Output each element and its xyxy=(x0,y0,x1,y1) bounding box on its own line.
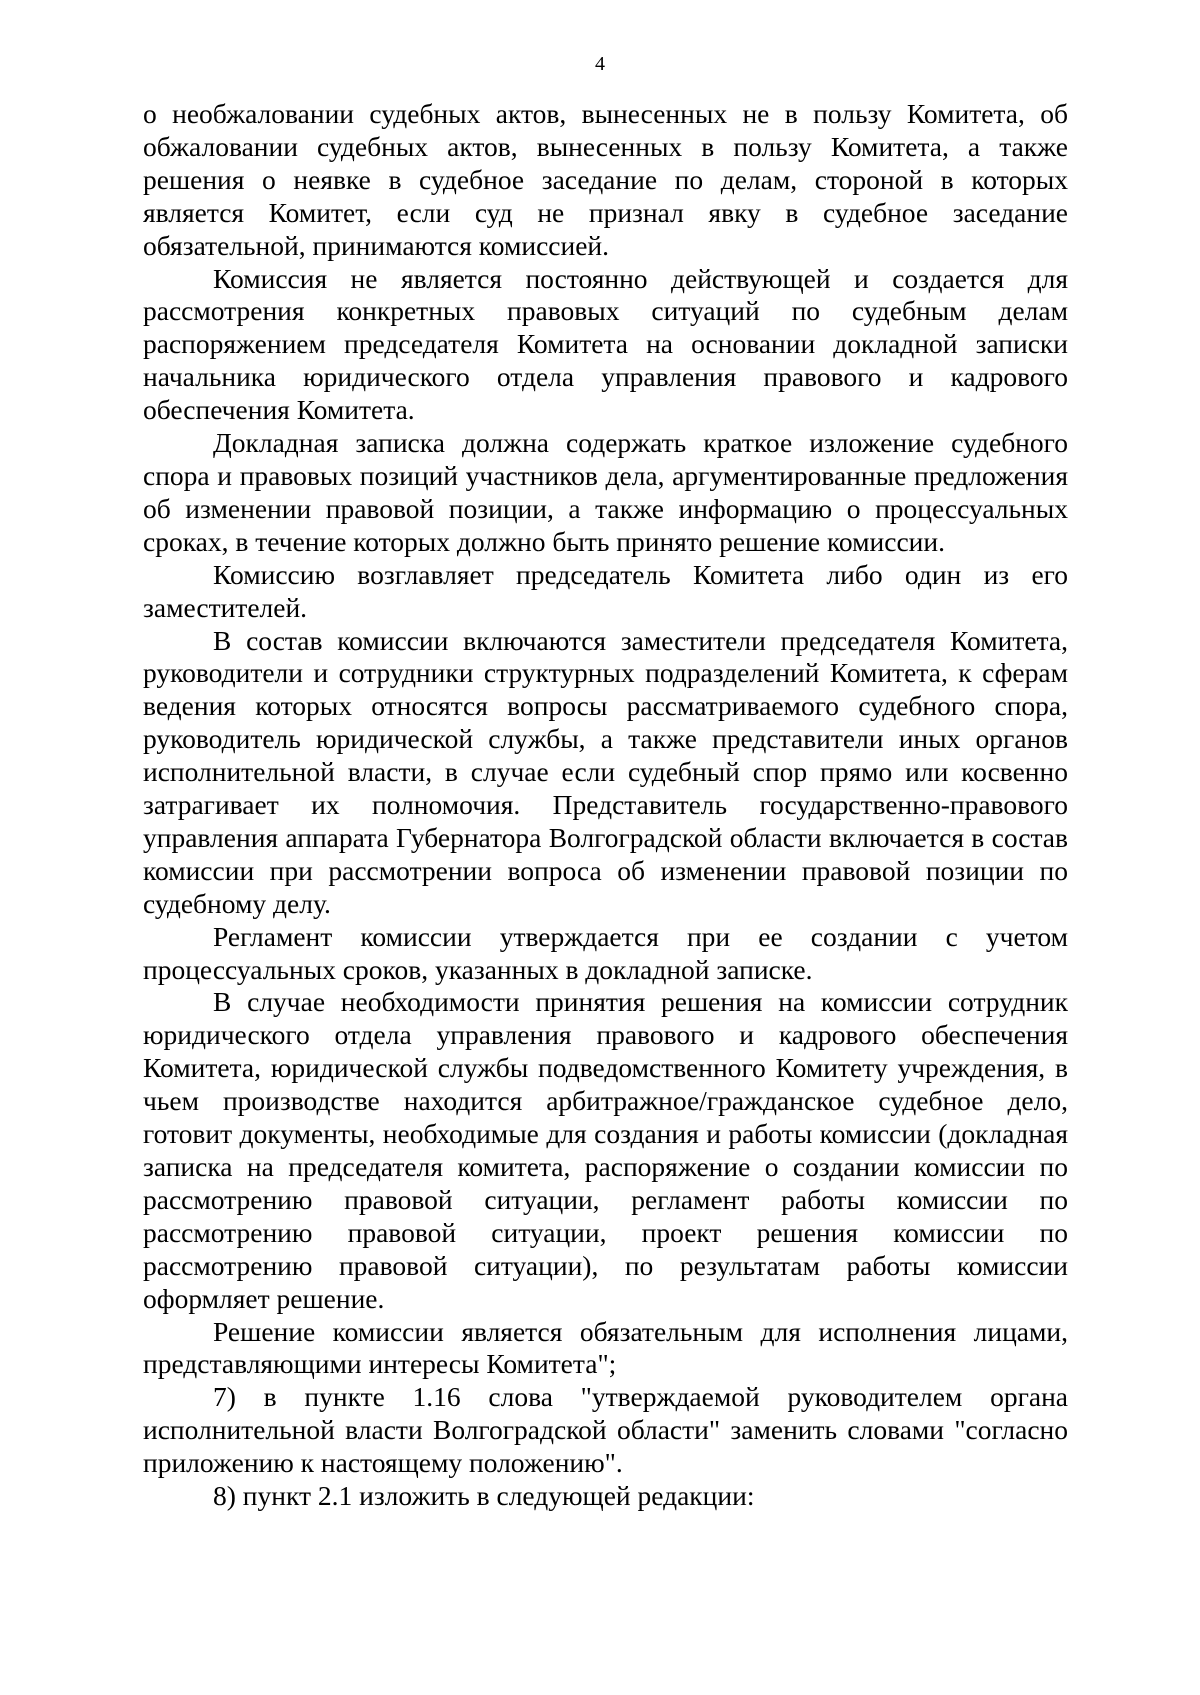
paragraph-decision-binding: Решение комиссии является обязательным для исполнения лицами, представляющими интересы Комитета"; xyxy=(143,1315,1068,1380)
paragraph-item-7: 7) в пункте 1.16 слова "утверждаемой руководителем органа исполнительной власти Волгоградской области" заменить словами "согласно приложению к настоящему положению". xyxy=(143,1381,1068,1479)
paragraph-commission-creation: Комиссия не является постоянно действующей и создается для рассмотрения конкретных правовых ситуаций по судебным делам распоряжением председателя Комитета на основании докладной записки начальника юридического отдела управления правового и кадрового обеспечения Комитета. xyxy=(143,262,1068,426)
paragraph-commission-composition: В состав комиссии включаются заместители председателя Комитета, руководители и сотрудники структурных подразделений Комитета, к сферам ведения которых относятся вопросы рассматриваемого судебного спора, руководитель юридической службы, а также представители иных органов исполнительной власти, в случае если судебный спор прямо или косвенно затрагивает их полномочия. Представитель государственно-правового управления аппарата Губернатора Волгоградской области включается в состав комиссии при рассмотрении вопроса об изменении правовой позиции по судебному делу. xyxy=(143,624,1068,919)
paragraph-commission-head: Комиссию возглавляет председатель Комитета либо один из его заместителей. xyxy=(143,558,1068,623)
paragraph-commission-regulations: Регламент комиссии утверждается при ее создании с учетом процессуальных сроков, указанных в докладной записке. xyxy=(143,920,1068,985)
paragraph-document-preparation: В случае необходимости принятия решения на комиссии сотрудник юридического отдела управления правового и кадрового обеспечения Комитета, юридической службы подведомственного Комитету учреждения, в чьем производстве находится арбитражное/гражданское судебное дело, готовит документы, необходимые для создания и работы комиссии (докладная записка на председателя комитета, распоряжение о создании комиссии по рассмотрению правовой ситуации, регламент работы комиссии по рассмотрению правовой ситуации, проект решения комиссии по рассмотрению правовой ситуации), по результатам работы комиссии оформляет решение. xyxy=(143,986,1068,1314)
page-number: 4 xyxy=(595,53,605,75)
paragraph-item-8: 8) пункт 2.1 изложить в следующей редакции: xyxy=(213,1480,755,1512)
paragraph-memo-contents: Докладная записка должна содержать краткое изложение судебного спора и правовых позиций участников дела, аргументированные предложения об изменении правовой позиции, а также информацию о процессуальных сроках, в течение которых должно быть принято решение комиссии. xyxy=(143,427,1068,557)
document-body xyxy=(143,98,1068,1513)
paragraph-appeal-decisions: о необжаловании судебных актов, вынесенных не в пользу Комитета, об обжаловании судебных актов, вынесенных в пользу Комитета, а также решения о неявке в судебное заседание по делам, стороной в которых является Комитет, если суд не признал явку в судебное заседание обязательной, принимаются комиссией. xyxy=(143,98,1068,261)
